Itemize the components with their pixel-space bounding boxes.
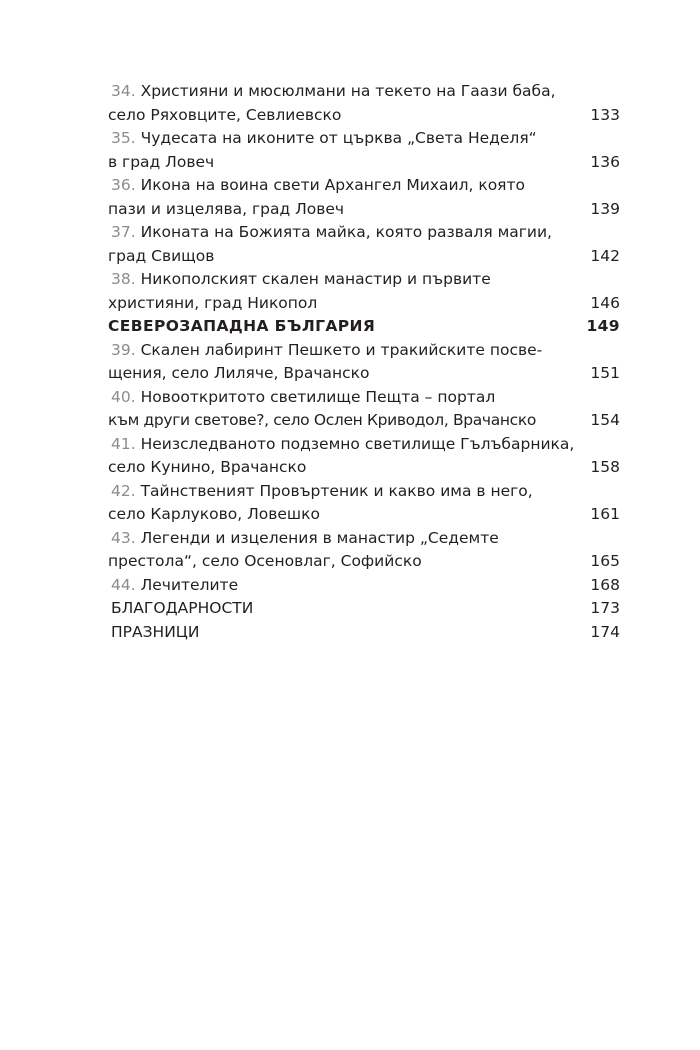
- entry-page-number: 173: [590, 599, 620, 617]
- toc-entry-41: [108, 433, 620, 480]
- toc-entry-42: [108, 480, 620, 527]
- entry-title-line-2: щения, село Лиляче, Врачанско: [108, 364, 370, 382]
- entry-title-line-1: Тайнственият Провъртеник и какво има в него,: [140, 481, 533, 500]
- entry-title-line-1: Никополският скален манастир и първите: [140, 270, 491, 288]
- entry-title-line-1: Неизследваното подземно светилище Гълъбарника,: [140, 434, 575, 453]
- toc-entry-36: [108, 174, 620, 221]
- entry-page-number: 139: [590, 199, 620, 218]
- entry-title-line-1: Чудесата на иконите от църква „Света Неделя“: [140, 129, 537, 147]
- entry-title-line-1: Легенди и изцеления в манастир „Седемте: [140, 528, 499, 547]
- entry-title-line-2: в град Ловеч: [108, 152, 215, 171]
- entry-number: 36.: [111, 176, 136, 194]
- entry-page-number: 168: [590, 575, 620, 594]
- table-of-contents: [108, 80, 620, 644]
- entry-number: 42.: [111, 481, 136, 500]
- toc-entry-44: [108, 574, 620, 598]
- toc-entry-37: [108, 221, 620, 268]
- entry-title: ПРАЗНИЦИ: [111, 622, 200, 641]
- entry-title-line-1: Новооткритото светилище Пещта – портал: [140, 387, 496, 406]
- section-page-number: 149: [586, 317, 620, 335]
- entry-number: 41.: [111, 434, 136, 453]
- entry-page-number: 146: [590, 293, 620, 312]
- entry-page-number: 165: [590, 552, 620, 570]
- toc-entry-acknowledgements: [108, 597, 620, 621]
- entry-title-line-1: Християни и мюсюлмани на текето на Гаази баба,: [140, 82, 556, 100]
- toc-entry-40: [108, 386, 620, 433]
- entry-page-number: 158: [590, 458, 620, 476]
- entry-title-line-2: християни, град Никопол: [108, 293, 318, 312]
- entry-page-number: 154: [590, 411, 620, 429]
- entry-title-line-1: Скален лабиринт Пешкето и тракийските посве-: [140, 340, 543, 359]
- entry-title-line-2: към други светове?, село Ослен Криводол, Врачанско: [108, 411, 536, 429]
- entry-title: БЛАГОДАРНОСТИ: [111, 599, 254, 617]
- entry-title-line-1: Икона на воина свети Архангел Михаил, която: [140, 176, 526, 194]
- entry-title-line-1: Лечителите: [140, 575, 239, 594]
- entry-number: 39.: [111, 340, 136, 359]
- entry-number: 37.: [111, 223, 136, 241]
- entry-page-number: 136: [590, 152, 620, 171]
- entry-title-line-2: село Кунино, Врачанско: [108, 458, 307, 476]
- entry-number: 34.: [111, 82, 136, 100]
- entry-number: 35.: [111, 129, 136, 147]
- entry-title-line-2: село Карлуково, Ловешко: [108, 505, 320, 523]
- entry-page-number: 142: [590, 246, 620, 265]
- toc-entry-35: [108, 127, 620, 174]
- toc-entry-38: [108, 268, 620, 315]
- entry-title-line-2: град Свищов: [108, 246, 215, 265]
- section-heading: [108, 315, 620, 339]
- entry-number: 40.: [111, 387, 136, 406]
- entry-title-line-2: престола“, село Осеновлаг, Софийско: [108, 552, 422, 570]
- entry-page-number: 133: [590, 105, 620, 124]
- toc-entry-34: [108, 80, 620, 127]
- section-title: СЕВЕРОЗАПАДНА БЪЛГАРИЯ: [108, 317, 376, 335]
- entry-title-line-1: Иконата на Божията майка, която разваля магии,: [140, 223, 552, 241]
- entry-title-line-2: пази и изцелява, град Ловеч: [108, 199, 345, 218]
- entry-page-number: 161: [590, 505, 620, 523]
- entry-number: 44.: [111, 575, 136, 594]
- toc-entry-43: [108, 527, 620, 574]
- entry-number: 43.: [111, 528, 136, 547]
- toc-entry-holidays: [108, 621, 620, 645]
- entry-title-line-2: село Ряховците, Севлиевско: [108, 105, 342, 124]
- toc-entry-39: [108, 339, 620, 386]
- entry-page-number: 174: [590, 622, 620, 641]
- entry-page-number: 151: [590, 364, 620, 382]
- entry-number: 38.: [111, 270, 136, 288]
